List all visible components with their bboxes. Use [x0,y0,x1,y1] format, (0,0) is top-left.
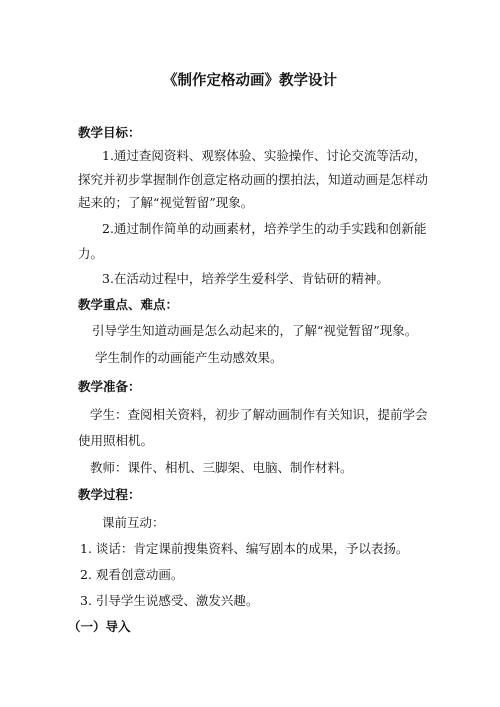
subsection-introduction: （一）导入 [68,619,131,634]
goal-2-line-1: 2.通过制作简单的动画素材，培养学生的动手实践和创新能 [102,221,427,236]
goal-1-line-2: 探究并初步掌握制作创意定格动画的摆拍法，知道动画是怎样动 [78,172,429,187]
section-heading-key-points: 教学重点、难点： [78,297,179,312]
preparation-student-line-1: 学生：查阅相关资料，初步了解动画制作有关知识，提前学会 [90,407,428,422]
goal-2-line-2: 力。 [78,246,104,261]
goal-1-line-1: 1.通过查阅资料、观察体验、实验操作、讨论交流等活动， [102,148,427,163]
process-step-1: 1. 谈话：肯定课前搜集资料、编写剧本的成果，予以表扬。 [80,541,409,556]
preparation-student-line-2: 使用照相机。 [78,433,154,448]
key-point-line-2: 学生制作的动画能产生动感效果。 [95,350,283,365]
section-heading-preparation: 教学准备： [78,379,141,394]
preparation-teacher-line: 教师：课件、相机、三脚架、电脑、制作材料。 [90,460,353,475]
process-step-3: 3. 引导学生说感受、激发兴趣。 [80,593,259,608]
key-point-line-1: 引导学生知道动画是怎么动起来的，了解“视觉暂留”现象。 [92,323,418,338]
process-step-2: 2. 观看创意动画。 [80,567,184,582]
pre-class-interaction-label: 课前互动： [102,515,165,530]
goal-3-line-1: 3.在活动过程中，培养学生爱科学、肯钻研的精神。 [102,271,389,286]
section-heading-process: 教学过程： [78,487,141,502]
document-title: 《制作定格动画》教学设计 [163,73,337,89]
section-heading-goals: 教学目标： [78,125,141,140]
goal-1-line-3: 起来的；了解“视觉暂留”现象。 [78,195,254,210]
